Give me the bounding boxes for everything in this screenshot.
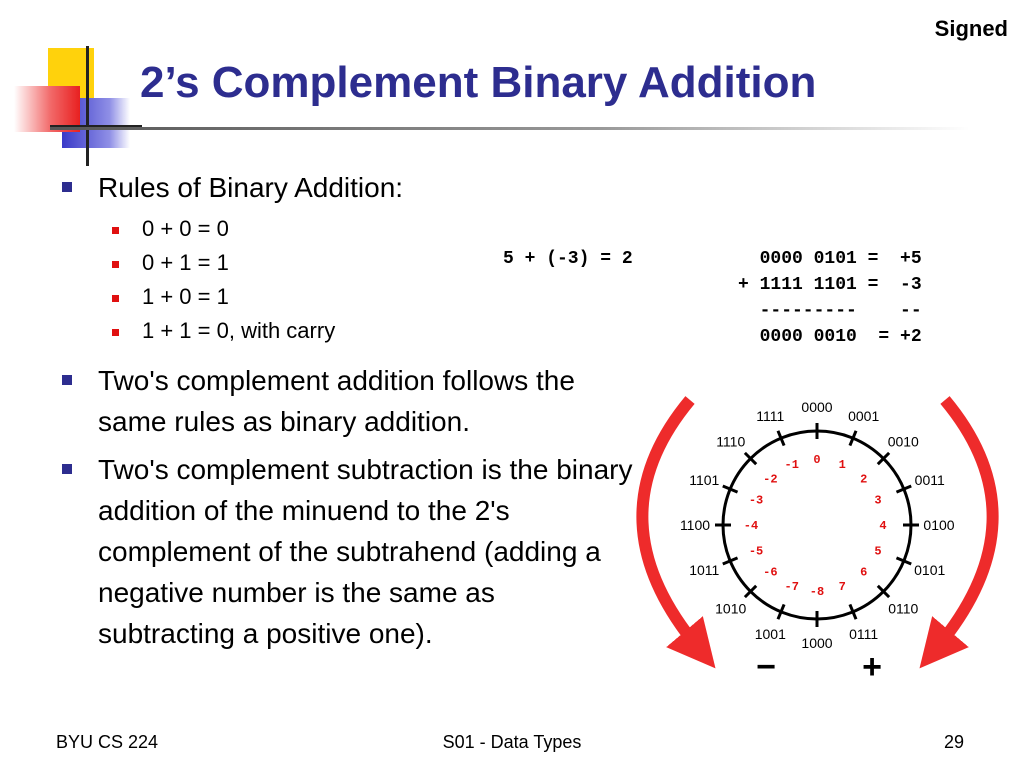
sub-bullet-marker: [112, 261, 119, 268]
wheel-decimal-label: 3: [874, 493, 882, 508]
wheel-tick: [745, 586, 756, 597]
bullet-text: Rules of Binary Addition:: [98, 172, 404, 203]
wheel-tick: [723, 486, 738, 492]
wheel-tick: [778, 431, 784, 446]
wheel-binary-label: 1111: [756, 407, 785, 424]
bullet-marker: [62, 464, 72, 474]
wheel-binary-label: 0010: [887, 433, 919, 450]
wheel-binary-label: 0011: [914, 471, 945, 488]
wheel-binary-label: 0001: [848, 407, 880, 424]
wheel-binary-label: 1010: [715, 600, 747, 617]
wheel-decimal-label: -5: [748, 544, 764, 559]
wheel-binary-label: 0100: [923, 517, 955, 533]
sub-bullet-text: 0 + 0 = 0: [142, 216, 229, 241]
slide-title: 2’s Complement Binary Addition: [140, 58, 817, 107]
sub-bullet-marker: [112, 329, 119, 336]
section-tag: Signed: [934, 16, 1008, 41]
footer-course: BYU CS 224: [56, 732, 159, 752]
plus-direction-arrow: [935, 400, 993, 650]
wheel-decimal-label: -7: [784, 579, 799, 594]
wheel-binary-label: 1011: [689, 562, 720, 579]
wheel-tick: [850, 604, 856, 619]
footer-topic: S01 - Data Types: [442, 732, 582, 752]
wheel-decimal-label: 6: [860, 565, 868, 580]
wheel-decimal-label: -6: [763, 565, 778, 580]
wheel-binary-label: 0101: [914, 562, 946, 579]
plus-label: +: [862, 648, 882, 686]
wheel-tick: [878, 586, 889, 597]
sub-bullet-marker: [112, 295, 119, 302]
sub-bullet-marker: [112, 227, 119, 234]
example-line: --------- --: [738, 301, 922, 321]
wheel-decimal-label: 7: [838, 579, 846, 594]
wheel-binary-label: 1110: [716, 433, 746, 450]
wheel-tick: [896, 486, 911, 492]
sub-bullet-text: 0 + 1 = 1: [142, 250, 229, 275]
wheel-binary-label: 1000: [801, 635, 833, 651]
wheel-tick: [778, 604, 784, 619]
example-line: 0000 0101 = +5: [738, 249, 922, 269]
wheel-binary-label: 1101: [689, 471, 720, 488]
minus-label: −: [756, 648, 776, 686]
wheel-decimal-label: 5: [874, 544, 882, 559]
wheel-binary-label: 1001: [754, 626, 786, 643]
wheel-decimal-label: 2: [860, 472, 868, 487]
wheel-tick: [850, 431, 856, 446]
wheel-tick: [878, 453, 889, 464]
wheel-decimal-label: -4: [743, 519, 759, 533]
wheel-decimal-label: -1: [784, 458, 799, 473]
wheel-decimal-label: 4: [879, 519, 887, 533]
wheel-decimal-label: -2: [763, 472, 778, 487]
minus-direction-arrow: [642, 400, 700, 650]
bullet-text: Two's complement addition follows the same rules as binary addition.: [98, 365, 575, 437]
example-line: 0000 0010 = +2: [738, 327, 922, 347]
wheel-decimal-label: -3: [748, 493, 764, 508]
wheel-binary-label: 0110: [888, 600, 919, 617]
wheel-circle: [723, 431, 911, 619]
example-line: + 1111 1101 = -3: [738, 275, 922, 295]
title-underline: [50, 127, 970, 130]
wheel-binary-label: 1100: [679, 517, 711, 533]
sub-bullet-text: 1 + 0 = 1: [142, 284, 229, 309]
bullet-text: Two's complement subtraction is the binary addition of the minuend to the 2's complement of the subtrahend (adding a negative number is the same as subtracting a positive one).: [98, 454, 633, 649]
sub-bullet-text: 1 + 1 = 0, with carry: [142, 318, 336, 343]
wheel-decimal-label: -8: [809, 585, 825, 599]
bullet-marker: [62, 375, 72, 385]
bullet-marker: [62, 182, 72, 192]
wheel-binary-label: 0000: [801, 399, 833, 415]
wheel-tick: [896, 558, 911, 564]
vertical-line-decoration: [86, 46, 89, 166]
wheel-tick: [745, 453, 756, 464]
footer-page-number: 29: [943, 732, 964, 752]
wheel-decimal-label: 1: [838, 458, 846, 473]
wheel-decimal-label: 0: [813, 453, 821, 467]
example-expression: 5 + (-3) = 2: [503, 249, 633, 269]
wheel-binary-label: 0111: [849, 626, 879, 643]
wheel-tick: [723, 558, 738, 564]
